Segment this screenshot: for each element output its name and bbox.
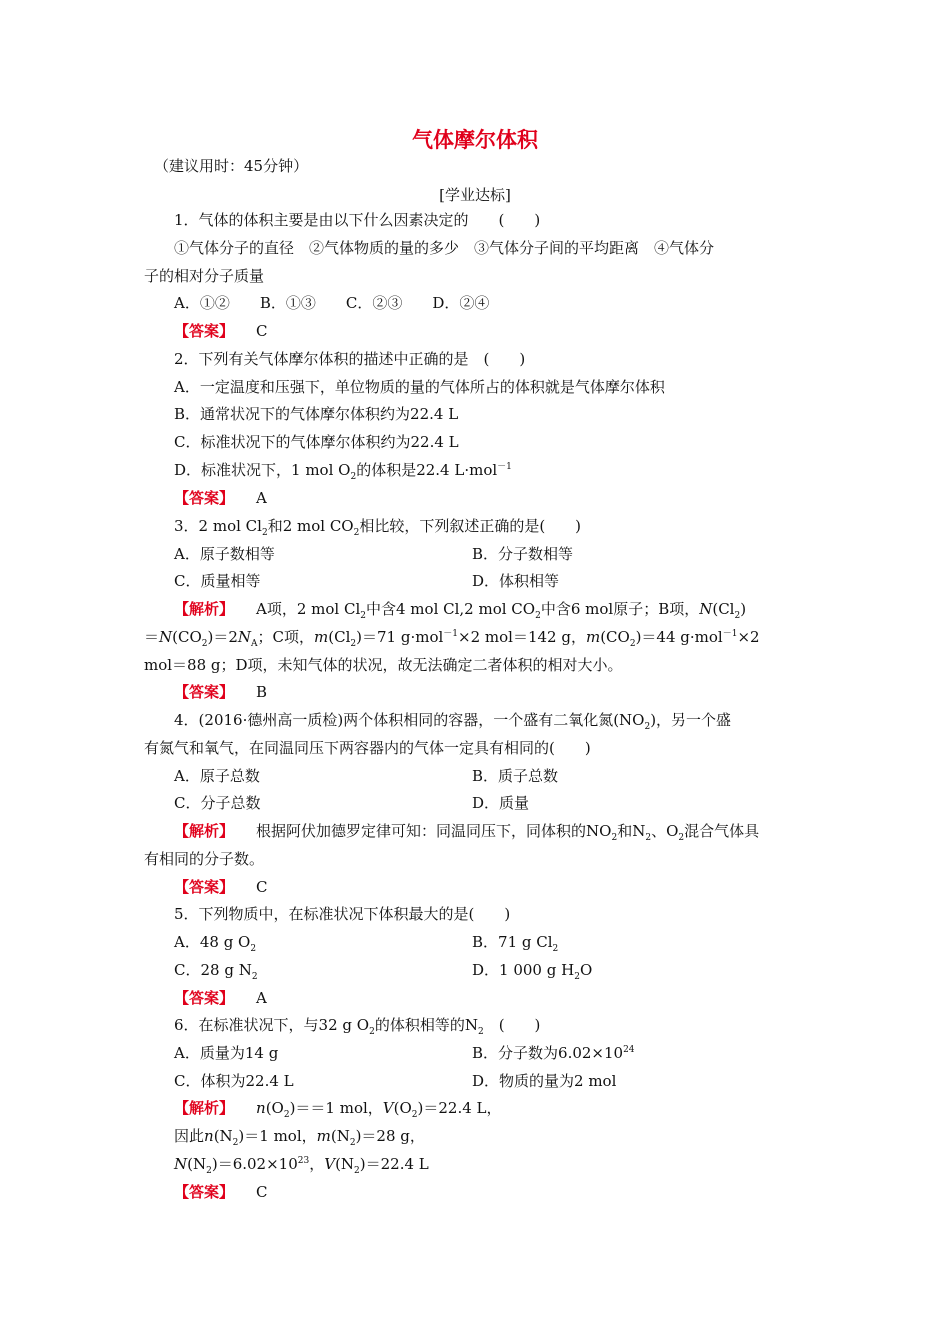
q6-stem: 6．在标准状况下，与32 g $O_2$的体积相等的$N_2$ ( ) <box>174 1016 541 1037</box>
q4-option-b: B．质子总数 <box>472 767 559 785</box>
q6-option-c: C．体积为22.4 L <box>174 1072 294 1090</box>
section-heading: [学业达标] <box>439 186 511 204</box>
q2-option-c: C．标准状况下的气体摩尔体积约为22.4 L <box>174 433 459 451</box>
q6-options-row1 <box>174 1044 814 1062</box>
answer-tag: 【答案】 <box>174 322 235 340</box>
q6-option-b: B．分子数为$6.02\times 10^{24}$ <box>472 1044 635 1062</box>
q4-options-row1 <box>174 767 814 785</box>
q3-option-b: B．分子数相等 <box>472 545 574 563</box>
analysis-tag: 【解析】 <box>174 1099 235 1117</box>
q4-answer <box>174 878 814 896</box>
q5-options-row1 <box>174 933 814 954</box>
q4-option-a: A．原子总数 <box>174 767 260 785</box>
answer-value: A <box>256 489 267 507</box>
q6-analysis-line2: 因此$n(N_2)=1$ mol，$m(N_2)=28$ g， <box>174 1127 425 1148</box>
q4-option-d: D．质量 <box>472 794 530 812</box>
q3-answer <box>174 683 814 701</box>
q3-analysis-line2: $=N(CO_2)=2N_A$；C项，$m(Cl_2)=71$ g·mol$^{-1}$×2 mol＝142 g，$m(CO_2)=44$ g·mol$^{-1}$×2 <box>144 628 760 649</box>
q6-option-d: D．物质的量为2 mol <box>472 1072 617 1090</box>
q3-option-d: D．体积相等 <box>472 572 560 590</box>
q3-options-row2 <box>174 572 814 590</box>
q1-stem: 1．气体的体积主要是由以下什么因素决定的 ( ) <box>174 211 541 229</box>
time-note: （建议用时：45分钟） <box>154 157 309 175</box>
q5-option-b: B．71 g $Cl_2$ <box>472 933 559 954</box>
answer-value: C <box>256 1183 268 1201</box>
q6-analysis-line3: $N(N_2)=6.02\times 10^{23}$，$V(N_2)=22.4$ L <box>174 1155 429 1176</box>
q5-options-row2 <box>174 961 814 982</box>
q6-option-a: A．质量为14 g <box>174 1044 279 1062</box>
q2-option-a: A．一定温度和压强下，单位物质的量的气体所占的体积就是气体摩尔体积 <box>174 378 665 396</box>
q4-stem-line1: 4．(2016·德州高一质检)两个体积相同的容器，一个盛有二氧化氮$(NO_2)$，另一个盛 <box>174 711 732 732</box>
analysis-tag: 【解析】 <box>174 600 235 618</box>
page-title: 气体摩尔体积 <box>412 128 538 152</box>
q3-options-row1 <box>174 545 814 563</box>
q3-analysis-line1: 【解析】 A项，2 mol $Cl_2$中含4 mol Cl,2 mol $CO_2$中含6 mol原子；B项，$N(Cl_2)$ <box>174 600 747 621</box>
q1-answer <box>174 322 814 340</box>
q4-stem-line2: 有氮气和氧气，在同温同压下两容器内的气体一定具有相同的( ) <box>144 739 591 757</box>
q5-option-c: C．28 g $N_2$ <box>174 961 258 982</box>
answer-tag: 【答案】 <box>174 489 235 507</box>
answer-value: B <box>256 683 268 701</box>
q2-answer <box>174 489 814 507</box>
answer-tag: 【答案】 <box>174 989 235 1007</box>
q2-option-d: D．标准状况下，1 mol $O_2$的体积是22.4 L·mol$^{-1}$ <box>174 461 512 482</box>
answer-tag: 【答案】 <box>174 1183 235 1201</box>
q2-stem: 2．下列有关气体摩尔体积的描述中正确的是 ( ) <box>174 350 526 368</box>
q5-option-d: D．1 000 g $H_2O$ <box>472 961 593 982</box>
q4-analysis-line1: 【解析】 根据阿伏加德罗定律可知：同温同压下，同体积的$NO_2$和$N_2$、$O_2$混合气体具 <box>174 822 760 843</box>
answer-value: A <box>256 989 267 1007</box>
answer-tag: 【答案】 <box>174 878 235 896</box>
q4-option-c: C．分子总数 <box>174 794 261 812</box>
answer-value: C <box>256 878 268 896</box>
q2-option-b: B．通常状况下的气体摩尔体积约为22.4 L <box>174 405 459 423</box>
analysis-tag: 【解析】 <box>174 822 235 840</box>
q3-stem: 3．2 mol $Cl_2$和2 mol $CO_2$相比较，下列叙述正确的是( ) <box>174 517 582 538</box>
q1-options: A．①② B．①③ C．②③ D．②④ <box>174 294 490 312</box>
q6-options-row2 <box>174 1072 814 1090</box>
q5-answer <box>174 989 814 1007</box>
q4-analysis-line2: 有相同的分子数。 <box>144 850 265 868</box>
q5-option-a: A．48 g $O_2$ <box>174 933 257 954</box>
q1-factors-line2: 子的相对分子质量 <box>144 267 265 285</box>
q5-stem: 5．下列物质中，在标准状况下体积最大的是( ) <box>174 905 511 923</box>
answer-value: C <box>256 322 268 340</box>
q6-analysis-line1: 【解析】 $n(O_2)==1$ mol，$V(O_2)=22.4$ L， <box>174 1099 502 1120</box>
q6-answer <box>174 1183 814 1201</box>
q1-factors-line1: ①气体分子的直径 ②气体物质的量的多少 ③气体分子间的平均距离 ④气体分 <box>174 239 715 257</box>
q3-analysis-line3: mol＝88 g；D项，未知气体的状况，故无法确定二者体积的相对大小。 <box>144 656 623 674</box>
answer-tag: 【答案】 <box>174 683 235 701</box>
q4-options-row2 <box>174 794 814 812</box>
q3-option-c: C．质量相等 <box>174 572 261 590</box>
q3-option-a: A．原子数相等 <box>174 545 275 563</box>
